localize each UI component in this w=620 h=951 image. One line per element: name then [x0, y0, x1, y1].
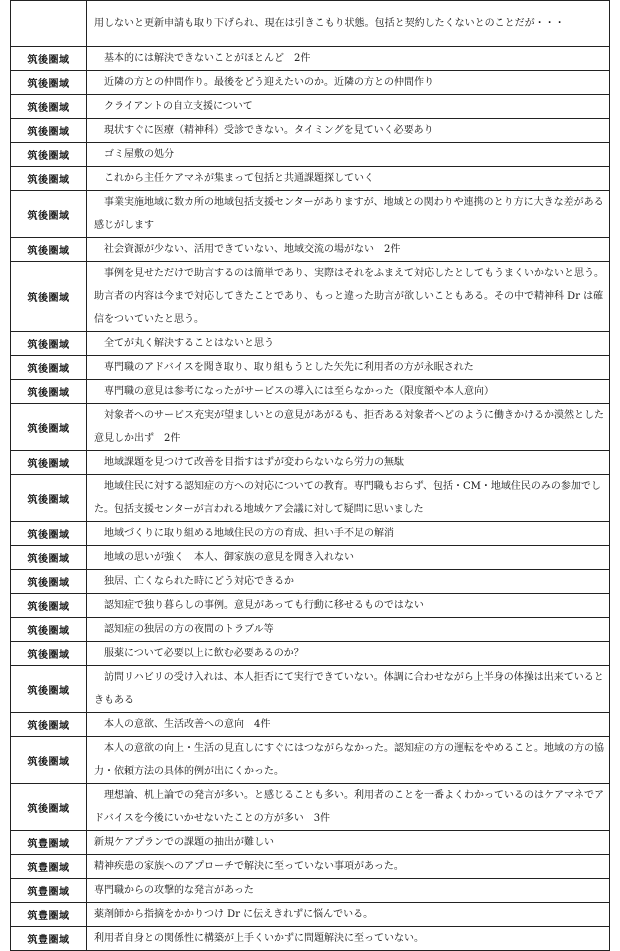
region-cell: 筑後圏域	[11, 71, 87, 95]
region-cell: 筑後圏域	[11, 451, 87, 475]
comment-cell: 基本的には解決できないことがほとんど 2件	[87, 47, 610, 71]
region-cell: 筑後圏域	[11, 119, 87, 143]
region-cell: 筑豊圏域	[11, 855, 87, 879]
table-row	[11, 522, 610, 546]
comment-cell: 地域住民に対する認知症の方への対応についての教育。専門職もおらず、包括・CM・地域住民のみの参加でした。包括支援センターが言われる地域ケア会議に対して疑問に思いました	[87, 475, 610, 522]
comment-cell: 新規ケアプランでの課題の抽出が難しい	[87, 831, 610, 855]
table-row	[11, 475, 610, 522]
table-row	[11, 404, 610, 451]
region-cell: 筑後圏域	[11, 594, 87, 618]
table-row	[11, 143, 610, 167]
comment-cell: 事例を見せただけで助言するのは簡単であり、実際はそれをふまえて対応したとしてもうまくいかないと思う。助言者の内容は今まで対応してきたことであり、もっと違った助言が欲しいこともある。その中で精神科 Dr は確信をついていたと思う。	[87, 262, 610, 332]
table-row	[11, 191, 610, 238]
region-cell: 筑後圏域	[11, 784, 87, 831]
region-cell: 筑後圏域	[11, 380, 87, 404]
region-cell	[11, 1, 87, 47]
region-cell: 筑豊圏域	[11, 927, 87, 951]
region-cell: 筑後圏域	[11, 522, 87, 546]
table-row	[11, 262, 610, 332]
table-row	[11, 927, 610, 951]
table-row	[11, 903, 610, 927]
region-cell: 筑後圏域	[11, 546, 87, 570]
comment-cell: 理想論、机上論での発言が多い。と感じることも多い。利用者のことを一番よくわかっているのはケアマネでアドバイスを今後にいかせないたことの方が多い 3件	[87, 784, 610, 831]
comment-cell: 認知症の独居の方の夜間のトラブル等	[87, 618, 610, 642]
comment-cell: 利用者自身との関係性に構築が上手くいかずに問題解決に至っていない。	[87, 927, 610, 951]
comment-cell: クライアントの自立支援について	[87, 95, 610, 119]
comment-cell: 本人の意欲の向上・生活の見直しにすぐにはつながらなかった。認知症の方の運転をやめること。地域の方の協力・依頼方法の具体的例が出にくかった。	[87, 737, 610, 784]
comment-cell: 社会資源が少ない、活用できていない、地域交流の場がない 2件	[87, 238, 610, 262]
table-row	[11, 47, 610, 71]
region-cell: 筑後圏域	[11, 570, 87, 594]
region-cell: 筑後圏域	[11, 666, 87, 713]
comment-cell: 全てが丸く解決することはないと思う	[87, 332, 610, 356]
table-row	[11, 713, 610, 737]
table-row	[11, 831, 610, 855]
region-cell: 筑後圏域	[11, 47, 87, 71]
table-body	[11, 1, 610, 951]
table-row	[11, 71, 610, 95]
comment-cell: 専門職の意見は参考になったがサービスの導入には至らなかった（限度額や本人意向）	[87, 380, 610, 404]
table-row	[11, 618, 610, 642]
comment-cell: 地域の思いが強く 本人、御家族の意見を聞き入れない	[87, 546, 610, 570]
table-row	[11, 737, 610, 784]
comment-cell: 独居、亡くなられた時にどう対応できるか	[87, 570, 610, 594]
comment-cell: 専門職のアドバイスを聞き取り、取り組もうとした矢先に利用者の方が永眠された	[87, 356, 610, 380]
comment-cell: 本人の意欲、生活改善への意向 4件	[87, 713, 610, 737]
comment-cell: 対象者へのサービス充実が望ましいとの意見があがるも、拒否ある対象者へどのように働きかけるか漠然とした意見しか出ず 2件	[87, 404, 610, 451]
region-cell: 筑豊圏域	[11, 903, 87, 927]
region-cell: 筑後圏域	[11, 713, 87, 737]
comment-cell: ゴミ屋敷の処分	[87, 143, 610, 167]
comment-cell: 精神疾患の家族へのアプローチで解決に至っていない事項があった。	[87, 855, 610, 879]
region-cell: 筑後圏域	[11, 356, 87, 380]
comment-cell: 用しないと更新申請も取り下げられ、現在は引きこもり状態。包括と契約したくないとのことだが・・・	[87, 1, 610, 47]
table-row	[11, 119, 610, 143]
comment-cell: 訪問リハビリの受け入れは、本人拒否にて実行できていない。体調に合わせながら上半身の体操は出来ているときもある	[87, 666, 610, 713]
region-cell: 筑後圏域	[11, 618, 87, 642]
table-row	[11, 356, 610, 380]
table-row	[11, 332, 610, 356]
table-row	[11, 380, 610, 404]
comment-cell: 認知症で独り暮らしの事例。意見があっても行動に移せるものではない	[87, 594, 610, 618]
table-row	[11, 570, 610, 594]
table-row	[11, 167, 610, 191]
table-row	[11, 594, 610, 618]
table-row	[11, 1, 610, 47]
table-row	[11, 855, 610, 879]
region-cell: 筑後圏域	[11, 238, 87, 262]
table-row	[11, 784, 610, 831]
survey-table-sheet	[10, 0, 609, 951]
comment-cell: 専門職からの攻撃的な発言があった	[87, 879, 610, 903]
table-row	[11, 451, 610, 475]
region-cell: 筑後圏域	[11, 167, 87, 191]
region-cell: 筑後圏域	[11, 475, 87, 522]
comments-table	[10, 0, 610, 951]
region-cell: 筑豊圏域	[11, 879, 87, 903]
region-cell: 筑後圏域	[11, 737, 87, 784]
table-row	[11, 642, 610, 666]
region-cell: 筑後圏域	[11, 95, 87, 119]
comment-cell: これから主任ケアマネが集まって包括と共通課題探していく	[87, 167, 610, 191]
comment-cell: 服薬について必要以上に飲む必要あるのか？	[87, 642, 610, 666]
comment-cell: 地域づくりに取り組める地域住民の方の育成、担い手不足の解消	[87, 522, 610, 546]
region-cell: 筑後圏域	[11, 262, 87, 332]
comment-cell: 地域課題を見つけて改善を目指すはずが変わらないなら労力の無駄	[87, 451, 610, 475]
table-row	[11, 546, 610, 570]
table-row	[11, 238, 610, 262]
comment-cell: 薬剤師から指摘をかかりつけ Dr に伝えきれずに悩んでいる。	[87, 903, 610, 927]
region-cell: 筑後圏域	[11, 404, 87, 451]
region-cell: 筑後圏域	[11, 191, 87, 238]
region-cell: 筑後圏域	[11, 143, 87, 167]
comment-cell: 近隣の方との仲間作り。最後をどう迎えたいのか。近隣の方との仲間作り	[87, 71, 610, 95]
comment-cell: 現状すぐに医療（精神科）受診できない。タイミングを見ていく必要あり	[87, 119, 610, 143]
table-row	[11, 95, 610, 119]
table-row	[11, 879, 610, 903]
comment-cell: 事業実施地域に数カ所の地域包括支援センターがありますが、地域との関わりや連携のとり方に大きな差がある感じがします	[87, 191, 610, 238]
region-cell: 筑後圏域	[11, 642, 87, 666]
table-row	[11, 666, 610, 713]
region-cell: 筑後圏域	[11, 332, 87, 356]
region-cell: 筑豊圏域	[11, 831, 87, 855]
